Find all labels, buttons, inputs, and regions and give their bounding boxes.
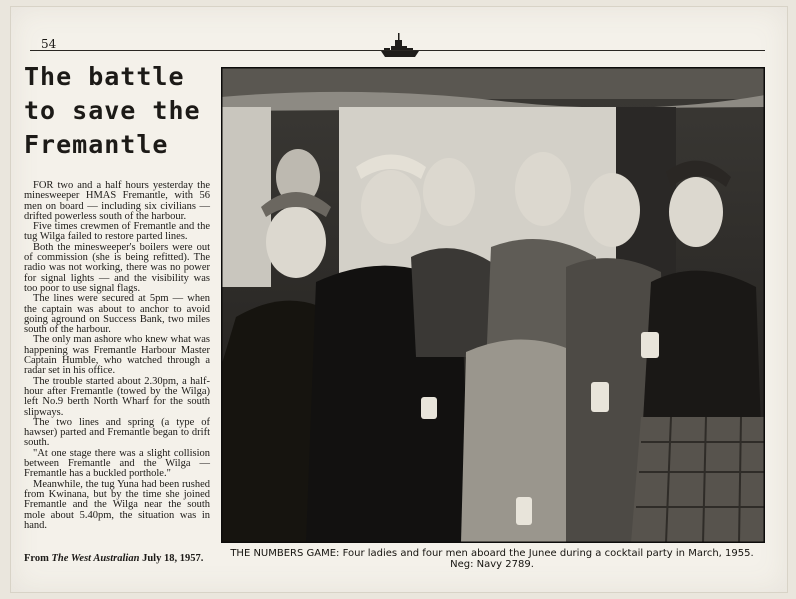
article-paragraph: Five times crewmen of Fremantle and the tug Wilga failed to restore parted lines. — [24, 221, 210, 243]
caption-negative-number: Neg: Navy 2789. — [450, 559, 534, 570]
group-photo-image — [221, 67, 765, 543]
source-publication: The West Australian — [51, 553, 140, 564]
source-credit — [24, 553, 214, 564]
header-rule — [30, 50, 765, 51]
article-paragraph: FOR two and a half hours yesterday the minesweeper HMAS Fremantle, with 56 men on board — including six civilians — drifted powerless south of the harbour. — [24, 180, 210, 222]
caption-text: THE NUMBERS GAME: Four ladies and four men aboard the Junee during a cocktail party in March, 1955. — [230, 548, 754, 559]
article-body — [24, 181, 210, 531]
page-number: 54 — [41, 37, 57, 51]
article-paragraph: Both the minesweeper's boilers were out of commission (she is being refitted). The radio was not working, there was no power for signal lights — and the visibility was too poor to use signal flags. — [24, 241, 210, 294]
article-paragraph: The two lines and spring (a type of hawser) parted and Fremantle began to drift south. — [24, 416, 210, 449]
article-paragraph: The only man ashore who knew what was happening was Fremantle Harbour Master Captain Humble, who watched through a radar set in his office. — [24, 334, 210, 377]
source-date: July 18, 1957. — [139, 553, 204, 564]
article-paragraph: The trouble started about 2.30pm, a half-hour after Fremantle (towed by the Wilga) left No.9 berth North Wharf for the south slipways. — [24, 375, 210, 418]
warship-silhouette-icon — [379, 31, 421, 59]
headline: The battle to save the Fremantle — [24, 62, 201, 159]
photo-caption — [222, 548, 762, 570]
article-paragraph: "At one stage there was a slight collision between Fremantle and the Wilga — Fremantle has a buckled porthole." — [24, 447, 210, 480]
source-prefix: From — [24, 553, 52, 564]
article-paragraph: Meanwhile, the tug Yuna had been rushed from Kwinana, but by the time she joined Fremantle and the Wilga near the south mole about 5.40pm, the situation was in hand. — [24, 478, 210, 531]
article-paragraph: The lines were secured at 5pm — when the captain was about to anchor to avoid going aground on Success Bank, two miles south of the harbour. — [24, 293, 210, 336]
